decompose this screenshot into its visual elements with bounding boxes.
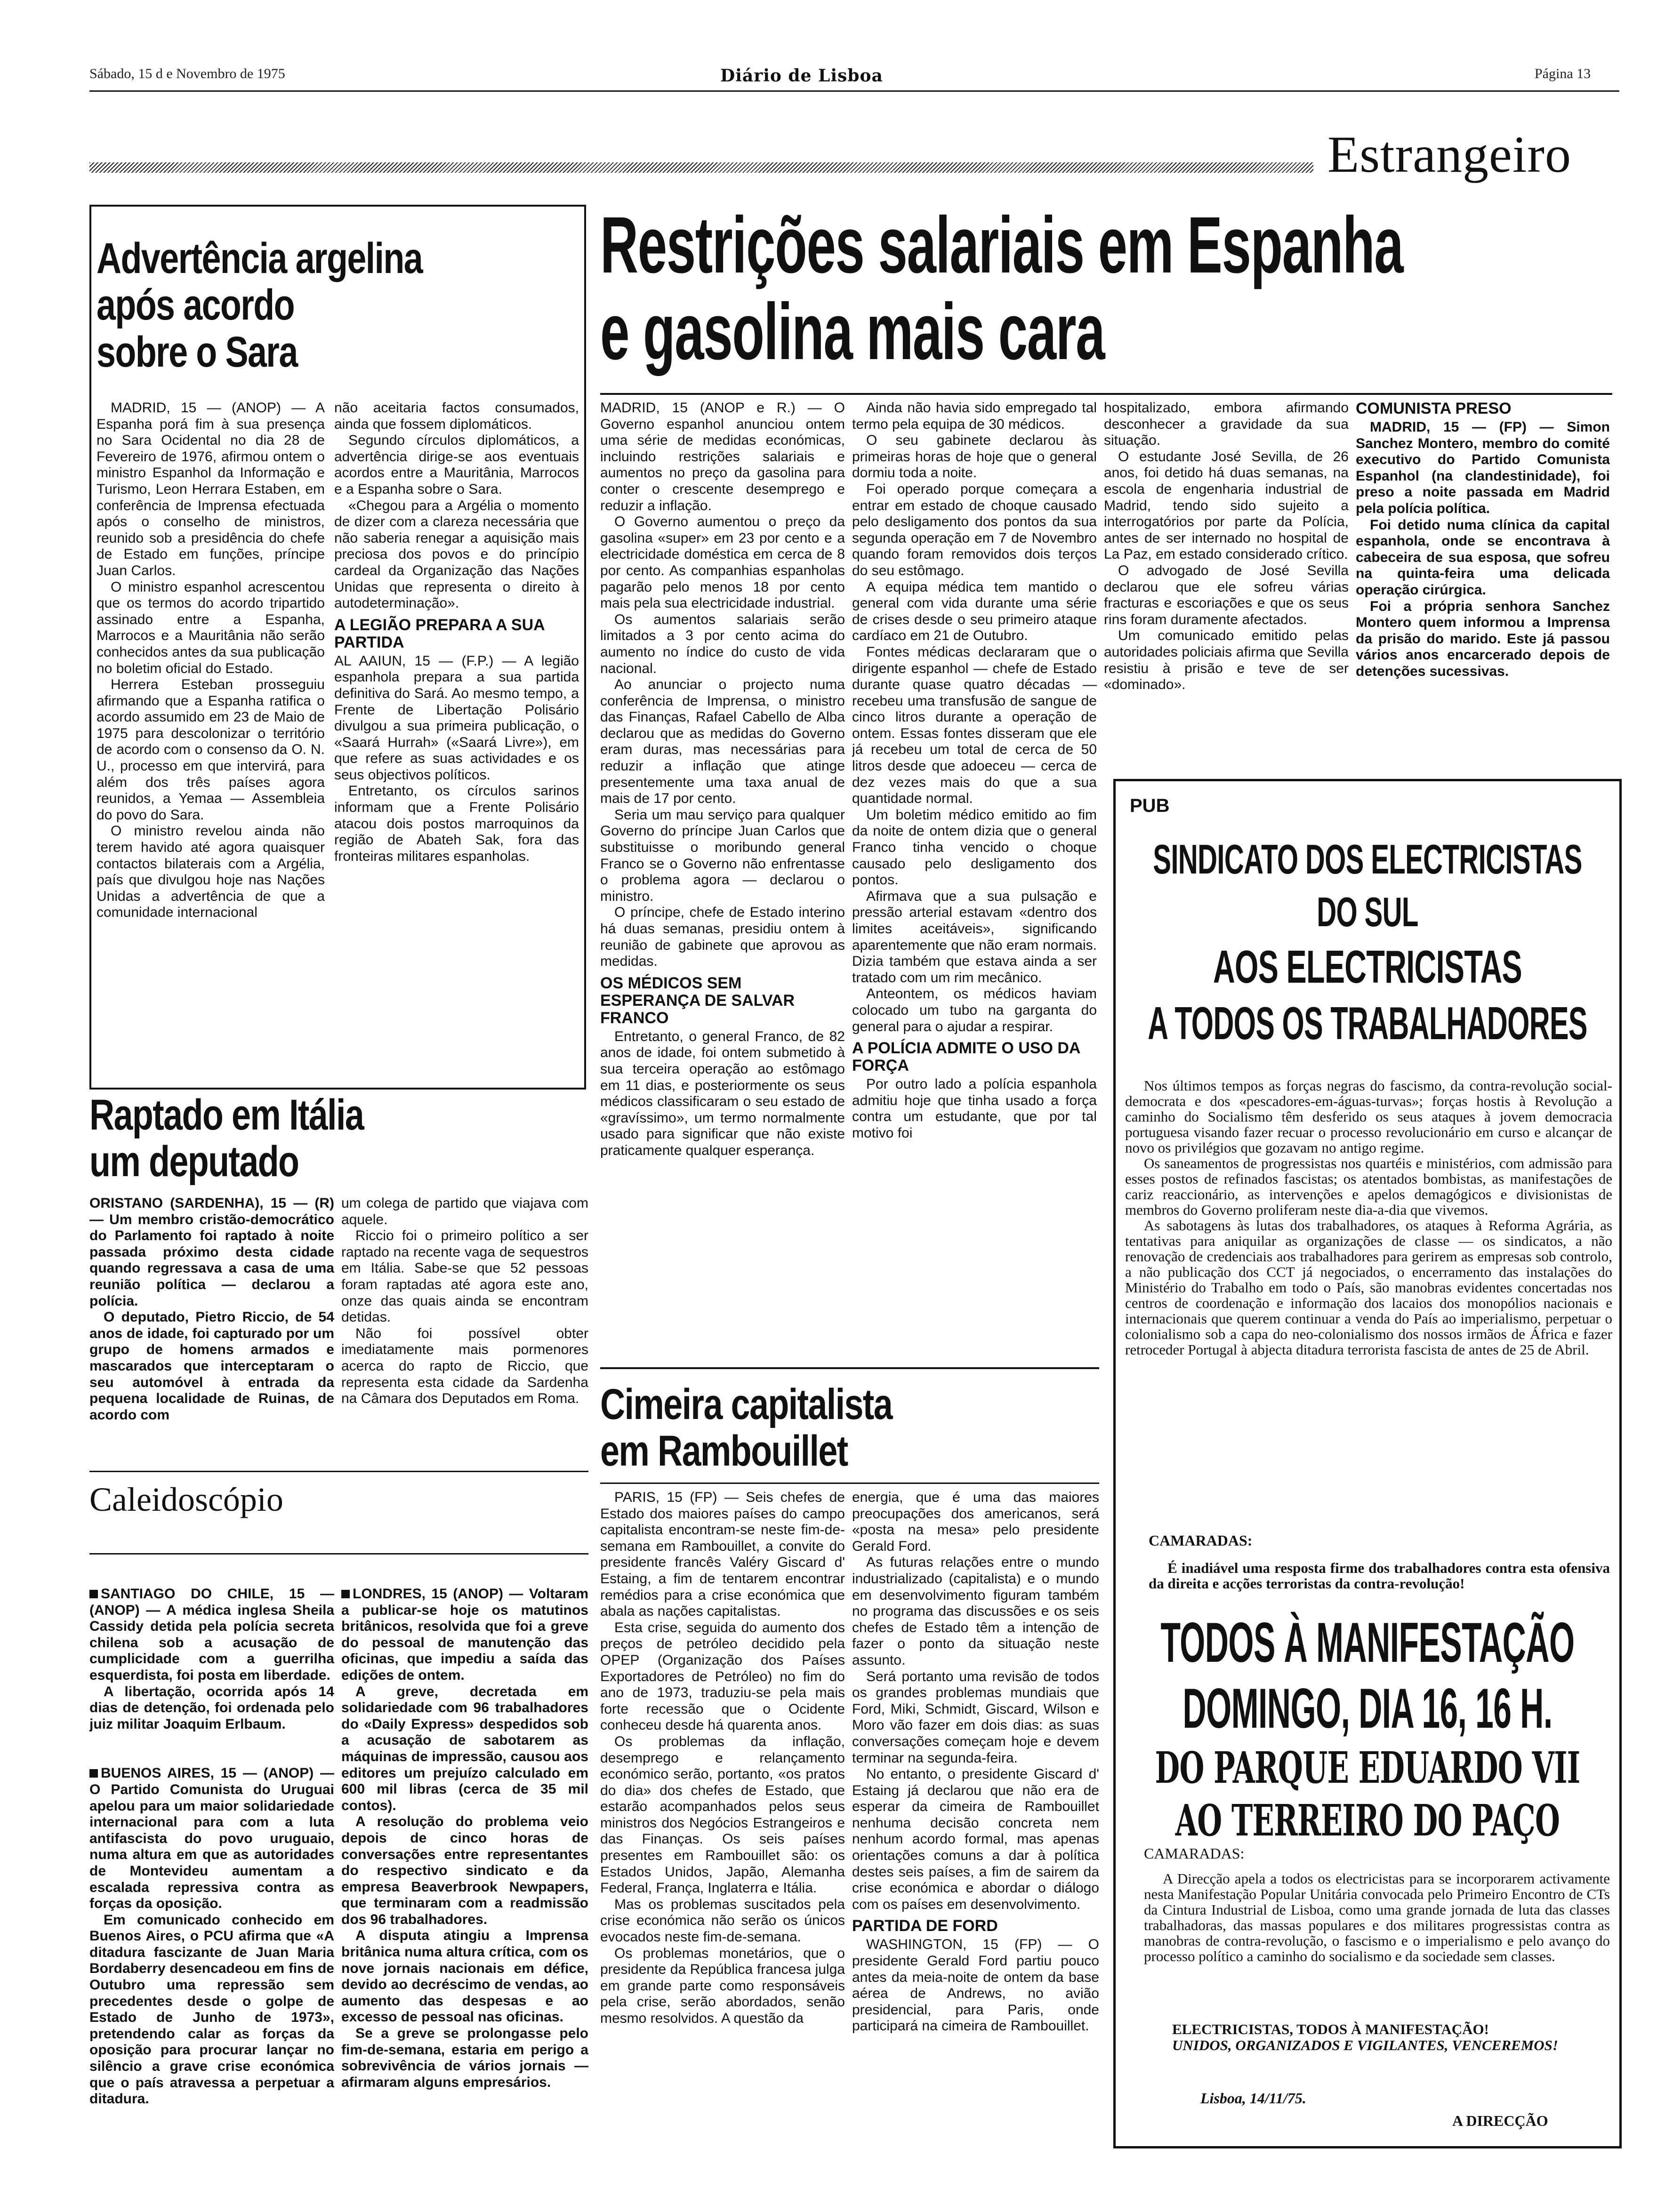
espanha-headline xyxy=(600,202,1612,375)
paragraph: hospitalizado, embora afirmando desconhecer a gravidade da sua situação. xyxy=(1104,400,1349,449)
paragraph: Mas os problemas suscitados pela crise económica não serão os únicos evocados neste fim-de-semana. xyxy=(600,1896,845,1945)
paragraph xyxy=(89,1586,334,1684)
cimeira-rule xyxy=(600,1483,1099,1484)
paragraph: um colega de partido que viajava com aquele. xyxy=(341,1195,588,1227)
espanha-col4 xyxy=(1356,400,1610,767)
ad-title xyxy=(1120,833,1615,1051)
ad-title-line: A TODOS OS TRABALHADORES xyxy=(1148,997,1587,1049)
cimeira-col1 xyxy=(600,1490,845,2196)
paragraph-text: LONDRES, 15 (ANOP) — Voltaram a publicar-se hoje os matutinos britânicos, resolvida que foi a greve do pessoal de manutenção das oficinas, que impediu a saída das edições de ontem. xyxy=(341,1586,588,1683)
section-hatch xyxy=(89,162,1313,173)
paragraph: «Chegou para a Argélia o momento de dizer com a clareza necessária que não saberia renegar a aquisição mais preciosa dos povos e do princípio cardeal da Organização das Nações Unidas que representa o direito à autodeterminação». xyxy=(334,497,579,611)
headline-line: em Rambouillet xyxy=(600,1427,848,1475)
paragraph: Foi operado porque começara a entrar em estado de choque causado pelo desligamento dos pontos da sua segunda operação em 7 de Novembro quando foram removidos dois terços do seu estômago. xyxy=(852,481,1097,578)
paragraph: Os problemas da inflação, desemprego e relançamento económico serão, portanto, «os pratos do dia» dos chefes de Estado, que estarão acompanhados pelos seus ministros dos Negócios Estrangeiros e das Finanças. Os seis países presentes em Rambouillet são: os Estados Unidos, Japão, Alemanha Federal, França, Inglaterra e Itália. xyxy=(600,1733,845,1896)
paragraph: O estudante José Sevilla, de 26 anos, foi detido há duas semanas, na escola de engenharia industrial de Madrid, tendo sido sujeito a interrogatórios por parte da Polícia, antes de ser internado no hospital de La Paz, em estado considerado crítico. xyxy=(1104,449,1349,562)
subheading: PARTIDA DE FORD xyxy=(852,1917,998,1935)
ad-title-line: DO SUL xyxy=(1317,889,1418,935)
ad-place: Lisboa, 14/11/75. xyxy=(1200,2090,1306,2107)
espanha-col3 xyxy=(1104,400,1349,767)
caleidoscopio-title: Caleidoscópio xyxy=(89,1481,283,1518)
caleidoscopio-col2 xyxy=(341,1586,588,2193)
ad-title-line: AOS ELECTRICISTAS xyxy=(1213,941,1522,993)
paragraph: WASHINGTON, 15 (FP) — O presidente Gerald Ford partiu pouco antes da meia-noite de ontem da base aérea de Andrews, no avião presidencial, para Paris, onde participará na cimeira de Rambouillet. xyxy=(852,1937,1099,2034)
paragraph: Um boletim médico emitido ao fim da noite de ontem dizia que o general Franco tinha vencido o choque causado pelo desligamento dos pontos. xyxy=(852,807,1097,888)
ad-pub-label: PUB xyxy=(1130,795,1170,816)
paragraph: O deputado, Pietro Riccio, de 54 anos de idade, foi capturado por um grupo de homens armados e mascarados que interceptaram o seu automóvel à entrada da pequena localidade de Ruinas, de acordo com xyxy=(89,1309,334,1423)
ad-camaradas-2: CAMARADAS: xyxy=(1144,1845,1245,1862)
paragraph: MADRID, 15 — (FP) — Simon Sanchez Montero, membro do comité executivo do Partido Comunista Espanhol (na clandestinidade), foi preso a noite passada em Madrid pela polícia política. xyxy=(1356,419,1610,516)
headline-line: após acordo xyxy=(97,281,295,329)
headline-line: um deputado xyxy=(89,1138,299,1186)
ad-big-line: TODOS À MANIFESTAÇÃO xyxy=(1160,1611,1575,1674)
italia-headline xyxy=(89,1092,588,1186)
paragraph: A Direcção apela a todos os electricistas para se incorporarem activamente nesta Manifestação Popular Unitária convocada pelo Primeiro Encontro de CTs da Cintura Industrial de Lisboa, como uma grande jornada de luta das classes trabalhadoras, das massas populares e dos militares progressistas contra as manobras de contra-revolução, o fascismo e o imperialismo e pelo avanço do processo político a caminho do socialismo e da sociedade sem classes. xyxy=(1144,1870,1610,1964)
paragraph: Herrera Esteban prosseguiu afirmando que a Espanha ratifica o acordo assumido em 23 de Maio de 1975 para descolonizar o território de acordo com o consenso da O. N. U., processo em que intervirá, para além dos três países agora reunidos, a Yemaa — Assembleia do povo do Sara. xyxy=(97,677,325,823)
headline-line: Restrições salariais em Espanha xyxy=(600,200,1403,290)
paragraph: Ainda não havia sido empregado tal termo pela equipa de 30 médicos. xyxy=(852,400,1097,432)
paragraph: Os saneamentos de progressistas nos quartéis e ministérios, com admissão para esses postos de refinados fascistas; os atentados bombistas, as manifestações de cariz reaccionário, as intervenções e apelos demagógicos e divisionistas de membros do Governo proliferam neste dia-a-dia que vivemos. xyxy=(1125,1155,1612,1218)
header-date: Sábado, 15 d e Novembro de 1975 xyxy=(89,66,285,81)
caleidoscopio-col1 xyxy=(89,1586,334,2193)
paragraph: PARIS, 15 (FP) — Seis chefes de Estado dos maiores países do campo capitalista encontram-se neste fim-de-semana em Rambouillet, a convite do presidente francês Valéry Giscard d' Estaing, a fim de tentarem encontrar remédios para a crise económica que abala as nações capitalistas. xyxy=(600,1490,845,1619)
argelia-col1 xyxy=(97,400,325,1078)
paragraph: Anteontem, os médicos haviam colocado um tubo na garganta do general para o ajudar a respirar. xyxy=(852,986,1097,1034)
paragraph: Fontes médicas declararam que o dirigente espanhol — chefe de Estado durante quase quatro décadas — recebeu uma transfusão de sangue de cinco litros durante a operação de ontem. Essas fontes disseram que ele já recebeu um total de cerca de 50 litros desde que adoeceu — cerca de dez vezes mais do que a sua quantidade normal. xyxy=(852,644,1097,807)
cimeira-headline xyxy=(600,1381,1099,1475)
ad-body xyxy=(1125,1078,1612,1501)
paragraph: Afirmava que a sua pulsação e pressão arterial estavam «dentro dos limites aceitáveis», significando aparentemente que não eram normais. Dizia também que estava ainda a ser tratado com um rim mecânico. xyxy=(852,888,1097,986)
paragraph: Entretanto, o general Franco, de 82 anos de idade, foi ontem submetido à sua terceira operação ao estômago em 11 dias, e posteriormente os seus médicos classificaram o seu estado de «gravíssimo», um termo normalmente usado para significar que não existe praticamente qualquer esperança. xyxy=(600,1028,845,1158)
paragraph: Riccio foi o primeiro político a ser raptado na recente vaga de sequestros em Itália. Sabe-se que 52 pessoas foram raptadas até agora este ano, onze das quais ainda se encontram detidas. xyxy=(341,1228,588,1325)
headline-line: Advertência argelina xyxy=(97,234,423,282)
ad-title-line: SINDICATO DOS ELECTRICISTAS xyxy=(1153,836,1582,882)
masthead: Diário de Lisboa xyxy=(720,66,883,86)
paragraph: Será portanto uma revisão de todos os grandes problemas mundiais que Ford, Miki, Schmidt, Giscard, Wilson e Moro vão fazer em dois dias: as suas conversações começam hoje e devem terminar na segunda-feira. xyxy=(852,1668,1099,1766)
paragraph: Não foi possível obter imediatamente mais pormenores acerca do rapto de Riccio, que representa esta cidade da Sardenha na Câmara dos Deputados em Roma. xyxy=(341,1325,588,1407)
caleidoscopio-rule xyxy=(89,1553,588,1555)
subheading: COMUNISTA PRESO xyxy=(1356,400,1512,417)
paragraph: Ao anunciar o projecto numa conferência de Imprensa, o ministro das Finanças, Rafael Cabello de Alba declarou que as medidas do Governo eram duras, mas necessárias para reduzir a inflação que atinge presentemente uma taxa anual de mais de 17 por cento. xyxy=(600,677,845,807)
paragraph: não aceitaria factos consumados, ainda que fossem diplomáticos. xyxy=(334,400,579,432)
subheading: A POLÍCIA ADMITE O USO DA FORÇA xyxy=(852,1039,1080,1075)
bullet-icon xyxy=(89,1590,98,1598)
paragraph: Foi detido numa clínica da capital espanhola, onde se encontrava à cabeceira de sua esposa, que sofreu na quinta-feira uma delicada operação cirúrgica. xyxy=(1356,517,1610,598)
paragraph: Entretanto, os círculos sarinos informam que a Frente Polisário atacou dois postos marroquinos da região de Abateh Sak, fora das fronteiras militares espanholas. xyxy=(334,783,579,864)
italia-col2 xyxy=(341,1195,588,1443)
subheading: A LEGIÃO PREPARA A SUA PARTIDA xyxy=(334,616,545,651)
ad-slogan-2: UNIDOS, ORGANIZADOS E VIGILANTES, VENCEREMOS! xyxy=(1172,2037,1558,2053)
paragraph: Em comunicado conhecido em Buenos Aires, o PCU afirma que «A ditadura fascizante de Juan Maria Bordaberry desencadeou em fins de Outubro uma repressão sem precedentes desde o golpe de Estado de Junho de 1973», pretendendo calar as forças da oposição para procurar lançar no silêncio a grave crise económica que o país atravessa a perpetuar a ditadura. xyxy=(89,1912,334,2107)
paragraph: Nos últimos tempos as forças negras do fascismo, da contra-revolução social-democrata e dos «pescadores-em-águas-turvas»; forças hostis à Revolução a caminho do Socialismo têm desferido os seus ataques à jovem democracia portuguesa visando fazer recuar o processo revolucionário em curso e alcançar de novo os privilégios que gozavam no antigo regime. xyxy=(1125,1077,1612,1156)
cimeira-col2 xyxy=(852,1490,1099,2196)
espanha-rule xyxy=(600,393,1612,395)
headline-line: Raptado em Itália xyxy=(89,1091,364,1139)
paragraph: Segundo círculos diplomáticos, a advertência dirige-se aos eventuais acordos entre a Mauritânia, Marrocos e a Espanha sobre o Sara. xyxy=(334,433,579,497)
paragraph-text: BUENOS AIRES, 15 — (ANOP) — O Partido Comunista do Uruguai apelou para um maior solidariedade internacional para com a luta antifascista do povo uruguaio, numa altura em que as autoridades de Montevideu aumentam a escalada repressiva contra as forças da oposição. xyxy=(89,1765,334,1912)
italia-col1 xyxy=(89,1195,334,1443)
headline-line: e gasolina mais cara xyxy=(600,287,1105,377)
ad-big-line: DO PARQUE EDUARDO VII xyxy=(1155,1742,1580,1793)
paragraph: O seu gabinete declarou às primeiras horas de hoje que o general dormiu toda a noite. xyxy=(852,433,1097,481)
cimeira-rule-top xyxy=(600,1367,1099,1369)
argelia-headline xyxy=(97,235,464,376)
paragraph: AL AAIUN, 15 — (F.P.) — A legião espanhola prepara a sua partida definitiva do Sará. Ao mesmo tempo, a Frente de Libertação Polisário divulgou a sua primeira publicação, o «Saará Hurrah» («Saará Livre»), em que refere as suas actividades e os seus objectivos políticos. xyxy=(334,653,579,783)
paragraph: O Governo aumentou o preço da gasolina «super» em 23 por cento e a electricidade doméstica em cerca de 8 por cento. As companhias espanholas pagarão pelo menos 18 por cento mais pela sua electricidade industrial. xyxy=(600,514,845,611)
paragraph: A greve, decretada em solidariedade com 96 trabalhadores do «Daily Express» despedidos sob a acusação de sabotarem as máquinas de impressão, causou aos editores um prejuízo calculado em 600 mil libras (cerca de 35 mil contos). xyxy=(341,1683,588,1813)
paragraph: Os aumentos salariais serão limitados a 3 por cento acima do aumento no índice do custo de vida nacional. xyxy=(600,611,845,676)
paragraph: Por outro lado a polícia espanhola admitiu hoje que tinha usado a força contra um estudante, que por tal motivo foi xyxy=(852,1076,1097,1141)
page-number: Página 13 xyxy=(1535,66,1591,81)
caleidoscopio-rule-top xyxy=(89,1471,588,1472)
paragraph: energia, que é uma das maiores preocupações dos americanos, será «posta na mesa» pelo presidente Gerald Ford. xyxy=(852,1490,1099,1554)
paragraph: As futuras relações entre o mundo industrializado (capitalista) e o mundo em desenvolvimento figuram também no programa das discussões e os seis chefes de Estado têm a intenção de fazer o ponto da situação neste assunto. xyxy=(852,1555,1099,1668)
espanha-col2 xyxy=(852,400,1097,1362)
paragraph: Se a greve se prolongasse pelo fim-de-semana, estaria em perigo a sobrevivência de vários jornais — afirmaram alguns empresários. xyxy=(341,2026,588,2090)
argelia-col2 xyxy=(334,400,579,1078)
paragraph: No entanto, o presidente Giscard d' Estaing já declarou que não era de esperar da cimeira de Rambouillet nenhuma decisão concreta nem nenhum acordo formal, mas apenas orientações comuns a dar à política destes seis países, a fim de sairem da crise económica e abordar o diálogo com os países em desenvolvimento. xyxy=(852,1766,1099,1912)
paragraph: Um comunicado emitido pelas autoridades policiais afirma que Sevilla resistiu à prisão e teve de ser «dominado». xyxy=(1104,628,1349,693)
paragraph: Seria um mau serviço para qualquer Governo do príncipe Juan Carlos que substituisse o moribundo general Franco se o Governo não enfrentasse o problema agora — declarou o ministro. xyxy=(600,807,845,904)
ad-big-line: AO TERREIRO DO PAÇO xyxy=(1175,1795,1560,1846)
subheading: OS MÉDICOS SEM ESPERANÇA DE SALVAR FRANCO xyxy=(600,974,795,1027)
paragraph: A resolução do problema veio depois de cinco horas de conversações entre representantes do respectivo sindicato e da empresa Beaverbrook Newpapers, que terminaram com a readmissão dos 96 trabalhadores. xyxy=(341,1814,588,1927)
ad-inadiavel-text: É inadiável uma resposta firme dos trabalhadores contra esta ofensiva da direita e acções terroristas da contra-revolução! xyxy=(1149,1560,1610,1592)
paragraph: Esta crise, seguida do aumento dos preços de petróleo decidido pela OPEP (Organização dos Países Exportadores de Petróleo) no fim do ano de 1973, traduziu-se pela mais forte recessão que o Ocidente conheceu desde há quarenta anos. xyxy=(600,1619,845,1733)
ad-signature: A DIRECÇÃO xyxy=(1452,2112,1548,2129)
paragraph: MADRID, 15 — (ANOP) — A Espanha porá fim à sua presença no Sara Ocidental no dia 28 de Fevereiro de 1976, afirmou ontem o ministro Espanhol da Informação e Turismo, Leon Herrara Estaben, em conferência de Imprensa efectuada após o conselho de ministros, reunido sob a presidência do chefe de Estado em funções, príncipe Juan Carlos. xyxy=(97,400,325,578)
header-rule xyxy=(89,90,1619,92)
headline-line: sobre o Sara xyxy=(97,328,298,376)
bullet-icon xyxy=(89,1769,98,1778)
paragraph: O ministro revelou ainda não terem havido até agora quaisquer contactos bilaterais com a Argélia, país que divulgou hoje nas Nações Unidas a advertência de que a comunidade internacional xyxy=(97,823,325,921)
paragraph: O ministro espanhol acrescentou que os termos do acordo tripartido assinado entre a Espanha, Marrocos e a Mauritânia não serão conhecidos antes da sua publicação no boletim oficial do Estado. xyxy=(97,579,325,676)
paragraph: O advogado de José Sevilla declarou que ele sofreu várias fracturas e escoriações e que os seus rins foram duramente afectados. xyxy=(1104,562,1349,627)
espanha-col1 xyxy=(600,400,845,1362)
ad-camaradas-1: CAMARADAS: xyxy=(1149,1532,1253,1549)
paragraph: ORISTANO (SARDENHA), 15 — (R) — Um membro cristão-democrático do Parlamento foi raptado à noite passada próximo desta cidade quando regressava a casa de uma reunião política — declarou a polícia. xyxy=(89,1195,334,1309)
ad-inadiavel xyxy=(1149,1560,1610,1591)
paragraph: MADRID, 15 (ANOP e R.) — O Governo espanhol anunciou ontem uma série de medidas económicas, incluindo restrições salariais e aumentos no preço da gasolina para conter o crescente desemprego e reduzir a inflação. xyxy=(600,400,845,513)
section-title: Estrangeiro xyxy=(1327,126,1572,183)
headline-line: Cimeira capitalista xyxy=(600,1380,893,1428)
paragraph: O príncipe, chefe de Estado interino há duas semanas, presidiu ontem à reunião de gabinete que aprovou as medidas. xyxy=(600,905,845,970)
paragraph: Os problemas monetários, que o presidente da República francesa julga em grande parte como responsáveis pela crise, serão abordados, senão mesmo resolvidos. A questão da xyxy=(600,1945,845,2026)
paragraph: A libertação, ocorrida após 14 dias de detenção, foi ordenada pelo juiz militar Joaquim Erlbaum. xyxy=(89,1683,334,1732)
bullet-icon xyxy=(341,1590,350,1598)
ad-slogan-1: ELECTRICISTAS, TODOS À MANIFESTAÇÃO! xyxy=(1172,2021,1489,2037)
ad-apelo xyxy=(1144,1871,1610,1964)
paragraph-text: SANTIAGO DO CHILE, 15 — (ANOP) — A médica inglesa Sheila Cassidy detida pela polícia secreta chilena sob a acusação de cumplicidade com a guerrilha esquerdista, foi posta em liberdade. xyxy=(89,1586,334,1683)
paragraph xyxy=(89,1765,334,1912)
paragraph: Foi a própria senhora Sanchez Montero quem informou a Imprensa da prisão do marido. Este já passou vários anos encarcerado depois de detenções sucessivas. xyxy=(1356,598,1610,679)
paragraph: As sabotagens às lutas dos trabalhadores, os ataques à Reforma Agrária, as tentativas para aniquilar as organizações de classe — os sindicatos, a não renovação de credenciais aos trabalhadores para gerirem as empresas sob controlo, a não publicação dos CCT já negociados, o encerramento das instalações do Ministério do Trabalho em todo o País, são manobras evidentes concertadas nos centros de coordenação e informação dos lacaios dos monopólios nacionais e internacionais que querem continuar a venda do País ao imperialismo, perpetuar o colonialismo sob a capa do neo-colonialismo dos nossos irmãos de África e fazer retroceder Portugal à abjecta ditadura terrorista fascista de antes de 25 de Abril. xyxy=(1125,1217,1612,1358)
paragraph xyxy=(341,1586,588,1684)
ad-slogans xyxy=(1172,2021,1558,2053)
paragraph: A disputa atingiu a Imprensa britânica numa altura crítica, com os nove jornais nacionais em défice, devido ao decréscimo de vendas, ao aumento das despesas e ao excesso de pessoal nas oficinas. xyxy=(341,1928,588,2025)
paragraph: A equipa médica tem mantido o general com vida durante uma série de crises desde o seu primeiro ataque cardíaco em 21 de Outubro. xyxy=(852,579,1097,644)
ad-big-line: DOMINGO, DIA 16, 16 H. xyxy=(1182,1677,1552,1740)
ad-manifestacao xyxy=(1120,1610,1615,1847)
